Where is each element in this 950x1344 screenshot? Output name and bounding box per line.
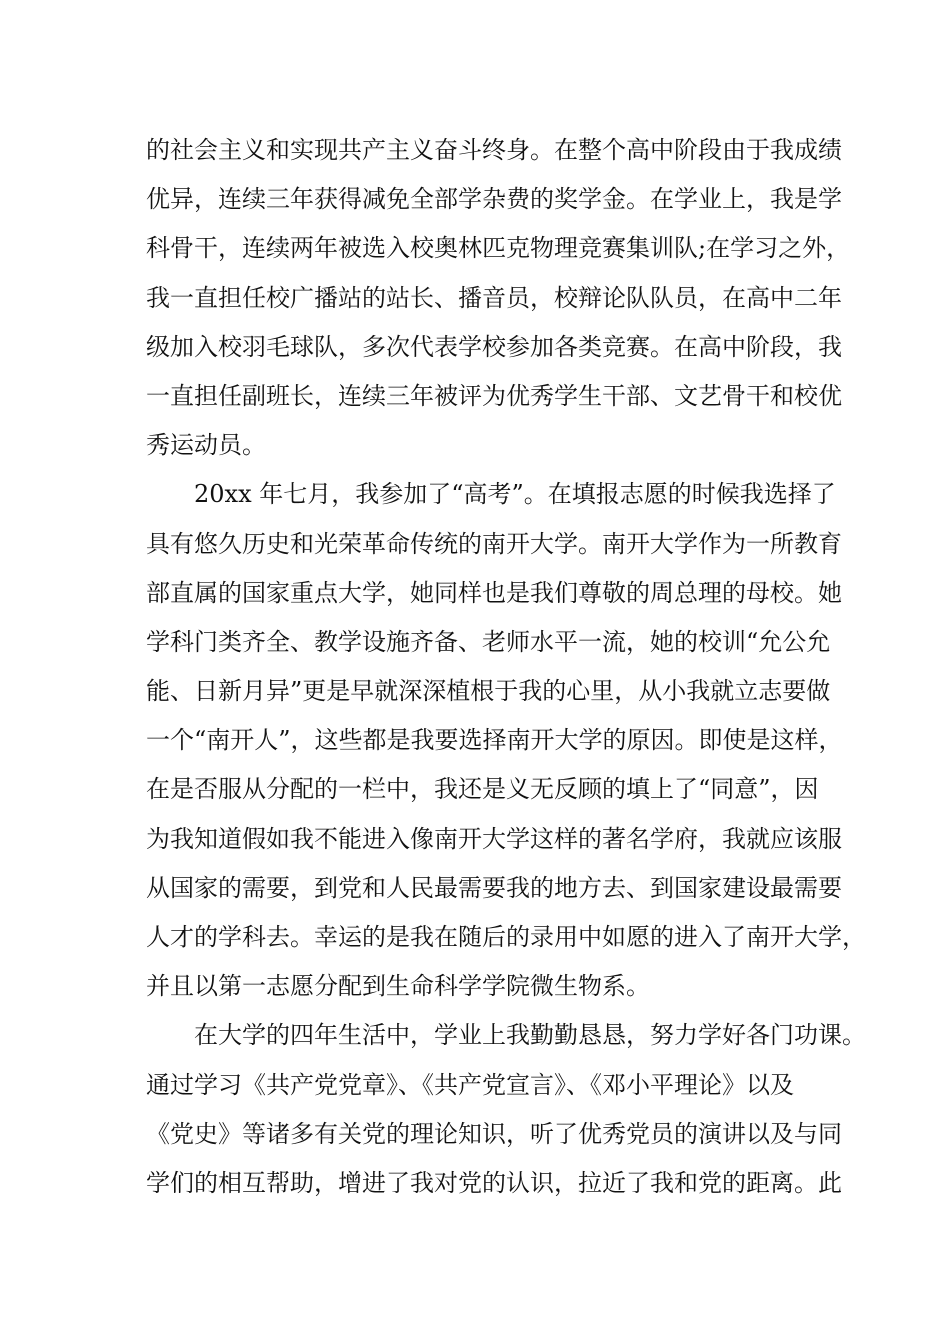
text-line: 学科门类齐全、教学设施齐备、老师水平一流，她的校训“允公允 (146, 627, 831, 656)
text-line: 在是否服从分配的一栏中，我还是义无反顾的填上了“同意”，因 (146, 775, 819, 804)
text-line: 能、日新月异”更是早就深深植根于我的心里，从小我就立志要做 (146, 677, 831, 706)
paragraph-first-line: 在大学的四年生活中，学业上我勤勤恳恳，努力学好各门功课。 (146, 1021, 866, 1050)
text-line: 秀运动员。 (146, 431, 266, 460)
text-line: 部直属的国家重点大学，她同样也是我们尊敬的周总理的母校。她 (146, 578, 842, 607)
text-line: 一直担任副班长，连续三年被评为优秀学生干部、文艺骨干和校优 (146, 381, 842, 410)
text-line: 人才的学科去。幸运的是我在随后的录用中如愿的进入了南开大学， (146, 923, 866, 951)
text-line: 并且以第一志愿分配到生命科学学院微生物系。 (146, 972, 650, 1001)
text-line: 通过学习《共产党党章》、《共产党宣言》、《邓小平理论》以及 (146, 1070, 794, 1099)
text-line: 优异，连续三年获得减免全部学杂费的奖学金。在学业上，我是学 (146, 185, 842, 214)
text-line: 级加入校羽毛球队，多次代表学校参加各类竞赛。在高中阶段，我 (146, 332, 842, 361)
paragraph-first-line: 20xx 年七月，我参加了“高考”。在填报志愿的时候我选择了 (146, 480, 836, 509)
text-line: 具有悠久历史和光荣革命传统的南开大学。南开大学作为一所教育 (146, 529, 842, 558)
text-line: 为我知道假如我不能进入像南开大学这样的著名学府，我就应该服 (146, 824, 842, 853)
text-line: 一个“南开人”，这些都是我要选择南开大学的原因。即使是这样， (146, 726, 843, 755)
body-text (146, 126, 866, 1208)
text-line: 学们的相互帮助，增进了我对党的认识，拉近了我和党的距离。此 (146, 1168, 842, 1197)
text-line: 从国家的需要，到党和人民最需要我的地方去、到国家建设最需要 (146, 873, 842, 902)
text-line: 科骨干，连续两年被选入校奥林匹克物理竞赛集训队;在学习之外， (146, 234, 851, 263)
text-line: 的社会主义和实现共产主义奋斗终身。在整个高中阶段由于我成绩 (146, 136, 842, 164)
text-line: 我一直担任校广播站的站长、播音员，校辩论队队员，在高中二年 (146, 283, 842, 312)
text-line: 《党史》等诸多有关党的理论知识，听了优秀党员的演讲以及与同 (146, 1119, 842, 1148)
